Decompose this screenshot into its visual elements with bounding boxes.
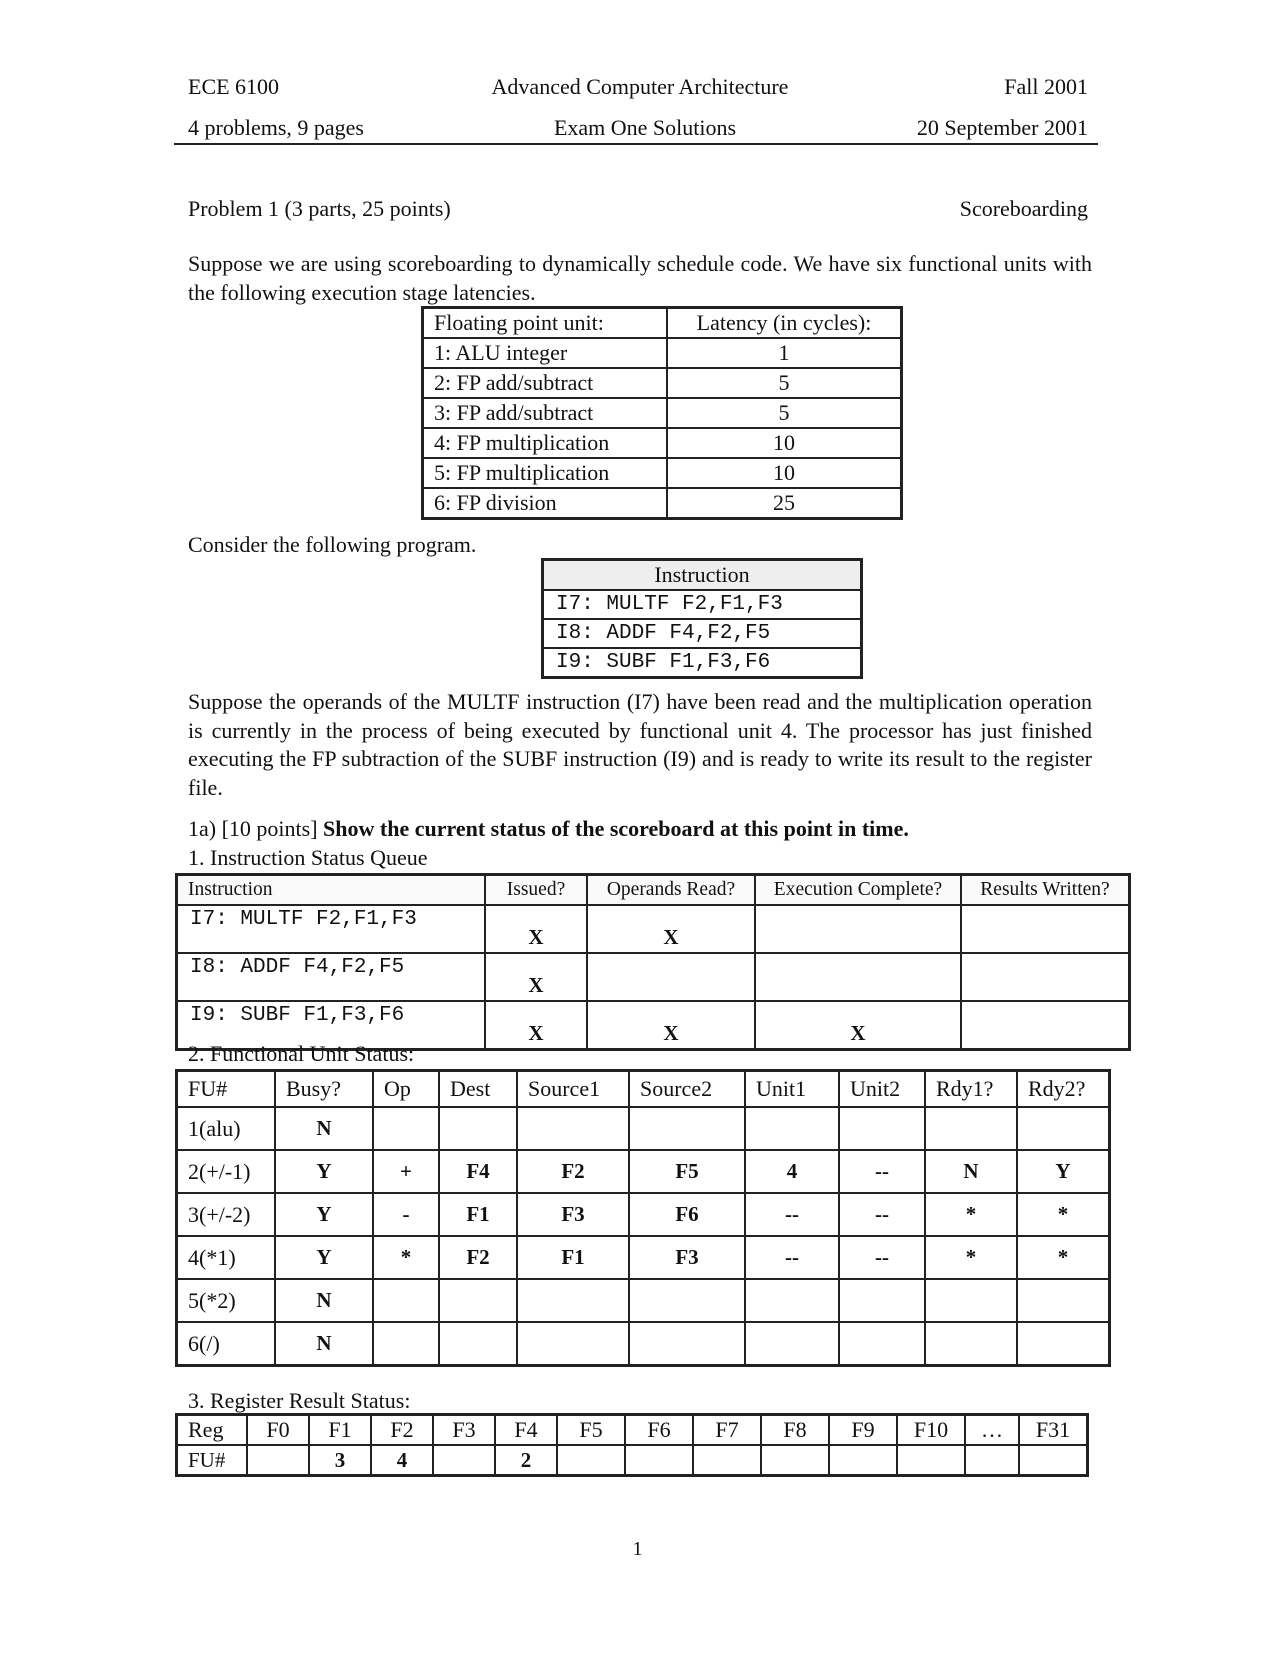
fu-dest: F1 (439, 1193, 517, 1236)
reg-fu: 3 (309, 1445, 371, 1476)
fu-src2: F6 (629, 1193, 745, 1236)
fu-src2: F5 (629, 1150, 745, 1193)
fu-src2 (629, 1322, 745, 1366)
fu-src1: F1 (517, 1236, 629, 1279)
program-instruction: I8: ADDF F4,F2,F5 (543, 619, 862, 648)
unit-latency: 1 (667, 338, 902, 368)
fu-rdy2: Y (1017, 1150, 1110, 1193)
reg-name: F2 (371, 1415, 433, 1446)
fu-src2 (629, 1279, 745, 1322)
isq-title: 1. Instruction Status Queue (188, 845, 428, 870)
reg-fu (625, 1445, 693, 1476)
latency-row (423, 398, 902, 428)
fu-header: FU# (177, 1071, 276, 1108)
latency-header-cycles: Latency (in cycles): (667, 308, 902, 339)
fu-src1 (517, 1279, 629, 1322)
reg-fu-row (177, 1445, 1088, 1476)
reg-name: F4 (495, 1415, 557, 1446)
part-a-label: 1a) [10 points] (188, 816, 324, 841)
term: Fall 2001 (1004, 74, 1088, 99)
isq-operands: X (587, 905, 755, 953)
reg-fu (433, 1445, 495, 1476)
reg-name: F8 (761, 1415, 829, 1446)
reg-name: F5 (557, 1415, 625, 1446)
isq-issued: X (485, 953, 587, 1001)
latency-header-row (423, 308, 902, 339)
fu-op (373, 1279, 439, 1322)
reg-fu (897, 1445, 965, 1476)
reg-fu (965, 1445, 1019, 1476)
fu-busy: Y (275, 1236, 373, 1279)
fu-dest: F2 (439, 1236, 517, 1279)
isq-written (961, 905, 1130, 953)
unit-name: 6: FP division (423, 488, 668, 519)
fu-busy: N (275, 1322, 373, 1366)
reg-name: F6 (625, 1415, 693, 1446)
fu-src2 (629, 1107, 745, 1150)
latency-table (421, 306, 903, 520)
isq-operands: X (587, 1001, 755, 1050)
reg-fu-label: FU# (177, 1445, 248, 1476)
fu-header: Busy? (275, 1071, 373, 1108)
reg-title: 3. Register Result Status: (188, 1388, 411, 1413)
fu-title: 2. Functional Unit Status: (188, 1041, 415, 1066)
fu-header: Op (373, 1071, 439, 1108)
fu-unit1: -- (745, 1193, 839, 1236)
reg-fu (557, 1445, 625, 1476)
fu-header: Unit1 (745, 1071, 839, 1108)
exam-date: 20 September 2001 (916, 115, 1088, 140)
program-intro: Consider the following program. (188, 532, 477, 557)
fu-id: 5(*2) (177, 1279, 276, 1322)
unit-latency: 5 (667, 368, 902, 398)
fu-row (177, 1150, 1110, 1193)
fu-dest (439, 1279, 517, 1322)
fu-id: 3(+/-2) (177, 1193, 276, 1236)
fu-src1: F2 (517, 1150, 629, 1193)
isq-written (961, 1001, 1130, 1050)
fu-unit2 (839, 1322, 925, 1366)
isq-row (177, 953, 1130, 1001)
scenario-description: Suppose the operands of the MULTF instruction (I7) have been read and the multiplication operation is currently in the process of being executed by functional unit 4. The processor has just finished executing the FP subtraction of the SUBF instruction (I9) and is ready to write its result to the register file. (188, 689, 1092, 800)
isq-exec (755, 905, 961, 953)
fu-rdy1 (925, 1279, 1017, 1322)
fu-rdy2: * (1017, 1236, 1110, 1279)
reg-fu (761, 1445, 829, 1476)
fu-rdy1: N (925, 1150, 1017, 1193)
fu-unit1: 4 (745, 1150, 839, 1193)
fu-header: Source2 (629, 1071, 745, 1108)
fu-id: 4(*1) (177, 1236, 276, 1279)
unit-latency: 25 (667, 488, 902, 519)
latency-row (423, 368, 902, 398)
unit-latency: 10 (667, 428, 902, 458)
fu-op (373, 1322, 439, 1366)
fu-src1: F3 (517, 1193, 629, 1236)
fu-dest: F4 (439, 1150, 517, 1193)
fu-rdy2 (1017, 1107, 1110, 1150)
fu-op: * (373, 1236, 439, 1279)
reg-name: F3 (433, 1415, 495, 1446)
part-a-question: Show the current status of the scoreboard at this point in time. (323, 816, 909, 841)
fu-rdy2 (1017, 1279, 1110, 1322)
unit-latency: 5 (667, 398, 902, 428)
part-a-prompt (188, 816, 909, 841)
fu-src2: F3 (629, 1236, 745, 1279)
fu-busy: N (275, 1107, 373, 1150)
problem-count: 4 problems, 9 pages (188, 115, 364, 140)
fu-id: 6(/) (177, 1322, 276, 1366)
program-instruction: I9: SUBF F1,F3,F6 (543, 648, 862, 678)
fu-rdy2 (1017, 1322, 1110, 1366)
register-status-table (175, 1413, 1089, 1477)
fu-op: + (373, 1150, 439, 1193)
isq-exec: X (755, 1001, 961, 1050)
course-number: ECE 6100 (188, 74, 280, 99)
isq-issued: X (485, 1001, 587, 1050)
unit-latency: 10 (667, 458, 902, 488)
fu-unit2: -- (839, 1236, 925, 1279)
unit-name: 3: FP add/subtract (423, 398, 668, 428)
fu-busy: Y (275, 1150, 373, 1193)
course-title: Advanced Computer Architecture (491, 74, 789, 99)
fu-row (177, 1236, 1110, 1279)
reg-name: F31 (1019, 1415, 1088, 1446)
instruction-status-table (175, 873, 1131, 1051)
fu-unit1: -- (745, 1236, 839, 1279)
isq-instruction: I7: MULTF F2,F1,F3 (177, 905, 486, 953)
fu-row (177, 1193, 1110, 1236)
isq-operands (587, 953, 755, 1001)
fu-header: Source1 (517, 1071, 629, 1108)
latency-row (423, 488, 902, 519)
isq-header-exec: Execution Complete? (755, 875, 961, 906)
fu-unit1 (745, 1322, 839, 1366)
fu-header: Dest (439, 1071, 517, 1108)
unit-name: 4: FP multiplication (423, 428, 668, 458)
isq-header-operands: Operands Read? (587, 875, 755, 906)
fu-id: 1(alu) (177, 1107, 276, 1150)
reg-name: F1 (309, 1415, 371, 1446)
unit-name: 2: FP add/subtract (423, 368, 668, 398)
reg-fu: 2 (495, 1445, 557, 1476)
problem-title: Problem 1 (3 parts, 25 points) (188, 196, 451, 221)
fu-unit1 (745, 1107, 839, 1150)
reg-name-ellipsis: … (965, 1415, 1019, 1446)
isq-header-instruction: Instruction (177, 875, 486, 906)
latency-header-unit: Floating point unit: (423, 308, 668, 339)
reg-name: F7 (693, 1415, 761, 1446)
fu-row (177, 1107, 1110, 1150)
fu-dest (439, 1107, 517, 1150)
isq-header-issued: Issued? (485, 875, 587, 906)
fu-unit2: -- (839, 1150, 925, 1193)
fu-op: - (373, 1193, 439, 1236)
exam-subtitle: Exam One Solutions (553, 115, 737, 140)
fu-src1 (517, 1322, 629, 1366)
fu-src1 (517, 1107, 629, 1150)
reg-name: F10 (897, 1415, 965, 1446)
latency-row (423, 428, 902, 458)
unit-name: 1: ALU integer (423, 338, 668, 368)
fu-header: Unit2 (839, 1071, 925, 1108)
functional-unit-table (175, 1069, 1111, 1367)
problem-intro: Suppose we are using scoreboarding to dynamically schedule code. We have six functional units with the following execution stage latencies. (188, 251, 1092, 305)
latency-row (423, 458, 902, 488)
problem-topic: Scoreboarding (959, 196, 1088, 221)
program-table (541, 558, 863, 679)
isq-exec (755, 953, 961, 1001)
reg-name-row (177, 1415, 1088, 1446)
reg-label: Reg (177, 1415, 248, 1446)
isq-row (177, 905, 1130, 953)
program-header: Instruction (543, 560, 862, 591)
unit-name: 5: FP multiplication (423, 458, 668, 488)
reg-fu (247, 1445, 309, 1476)
fu-busy: N (275, 1279, 373, 1322)
fu-header: Rdy1? (925, 1071, 1017, 1108)
fu-header: Rdy2? (1017, 1071, 1110, 1108)
fu-unit2 (839, 1107, 925, 1150)
isq-issued: X (485, 905, 587, 953)
isq-instruction: I8: ADDF F4,F2,F5 (177, 953, 486, 1001)
fu-busy: Y (275, 1193, 373, 1236)
isq-instruction: I9: SUBF F1,F3,F6 (177, 1001, 486, 1050)
fu-rdy2: * (1017, 1193, 1110, 1236)
reg-fu (829, 1445, 897, 1476)
fu-unit1 (745, 1279, 839, 1322)
reg-fu: 4 (371, 1445, 433, 1476)
isq-written (961, 953, 1130, 1001)
program-instruction: I7: MULTF F2,F1,F3 (543, 590, 862, 619)
page-number: 1 (632, 1538, 643, 1560)
fu-dest (439, 1322, 517, 1366)
header-rule (174, 143, 1098, 145)
fu-unit2: -- (839, 1193, 925, 1236)
latency-row (423, 338, 902, 368)
fu-row (177, 1279, 1110, 1322)
reg-name: F0 (247, 1415, 309, 1446)
fu-op (373, 1107, 439, 1150)
reg-fu (693, 1445, 761, 1476)
isq-header-written: Results Written? (961, 875, 1130, 906)
fu-row (177, 1322, 1110, 1366)
reg-fu (1019, 1445, 1088, 1476)
fu-unit2 (839, 1279, 925, 1322)
fu-id: 2(+/-1) (177, 1150, 276, 1193)
fu-rdy1 (925, 1322, 1017, 1366)
fu-rdy1 (925, 1107, 1017, 1150)
fu-rdy1: * (925, 1193, 1017, 1236)
fu-rdy1: * (925, 1236, 1017, 1279)
reg-name: F9 (829, 1415, 897, 1446)
